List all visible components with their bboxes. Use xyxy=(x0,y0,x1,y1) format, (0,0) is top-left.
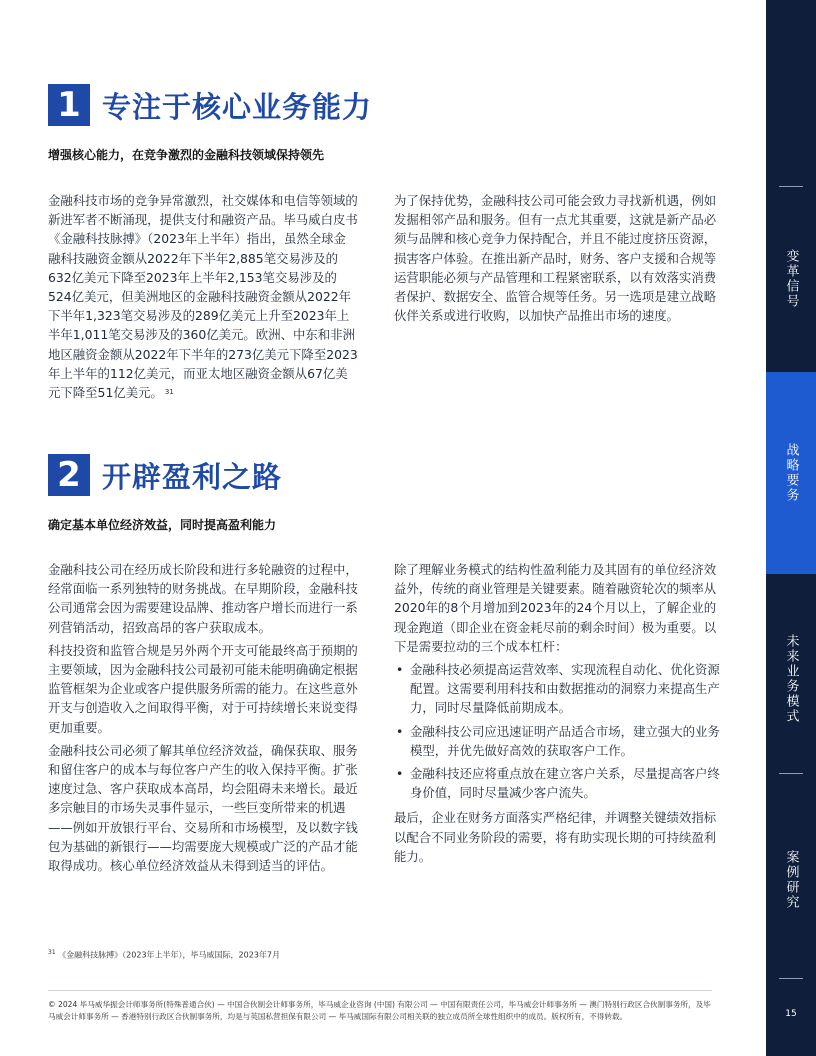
body-paragraph: 除了理解业务模式的结构性盈利能力及其固有的单位经济效益外，传统的商业管理是关键要素。随着融资轮次的频率从2020年的8个月增加到2023年的24个月以上，了解企业的现金跑道（即企业在资金耗尽前的剩余时间）极为重要。以下是需要拉动的三个成本杠杆： xyxy=(394,562,717,654)
section-2-number: 2 xyxy=(48,454,90,496)
body-paragraph: 金融科技市场的竞争异常激烈，社交媒体和电信等领域的新进军者不断涌现，提供支付和融资产品。毕马威白皮书《金融科技脉搏》（2023年上半年）指出，虽然全球金融科技融资金额从2022年下半年2,885笔交易涉及的632亿美元下降至2023年上半年2,153笔交易涉及的524亿美元，但美洲地区的金融科技融资金额从2022年下半年1,323笔交易涉及的289亿美元上升至2023年上半年1,011笔交易涉及的360亿美元。欧洲、中东和非洲地区融资金额从2022年下半年的273亿美元下降至2023年上半年的112亿美元，而亚太地区融资金额从67亿美元下降至51亿美元。 $^{31}$ xyxy=(48,193,358,401)
list-item: • 金融科技公司应迅速证明产品适合市场，建立强大的业务模型，并优先做好高效的获取客户工作。 xyxy=(394,722,720,760)
body-paragraph: 金融科技公司必须了解其单位经济效益，确保获取、服务和留住客户的成本与每位客户产生的收入保持平衡。扩张速度过急、客户获取成本高昂，均会阻碍未来增长。最近多宗触目的市场失灵事件显示，一些巨变所带来的机遇——例如开放银行平台、交易所和市场模型，及以数字钱包为基础的新银行——均需要庞大规模或广泛的产品才能取得成功。核心单位经济效益从未得到适当的评估。 xyxy=(48,742,358,874)
body-paragraph: 最后，企业在财务方面落实严格纪律，并调整关键绩效指标以配合不同业务阶段的需要，将有助实现长期的可持续盈利能力。 xyxy=(394,810,717,864)
body-paragraph: 科技投资和监管合规是另外两个开支可能最终高于预期的主要领域，因为金融科技公司最初可能未能明确确定根据监管框架为企业或客户提供服务所需的能力。在这些意外开支与创造收入之间取得平衡，对于可持续增长来说变得更加重要。 xyxy=(48,642,358,735)
footer-divider xyxy=(48,990,712,991)
section-2-left-column xyxy=(48,560,358,879)
section-1-subtitle: 增强核心能力，在竞争激烈的金融科技领域保持领先 xyxy=(48,148,325,162)
section-1-left-column xyxy=(48,191,358,406)
section-1-heading xyxy=(48,84,372,126)
nav-tab-future-business-models[interactable]: 未来业务模式 xyxy=(783,634,799,724)
page-number: 15 xyxy=(785,1009,797,1019)
nav-divider xyxy=(779,978,803,979)
nav-tab-strategic-imperatives[interactable]: 战略要务 xyxy=(766,372,816,574)
nav-divider xyxy=(779,773,803,774)
list-item: • 金融科技必须提高运营效率、实现流程自动化、优化资源配置。这需要利用科技和由数据推动的洞察力来提高生产力，同时尽量降低前期成本。 xyxy=(394,660,720,718)
section-1-number: 1 xyxy=(48,84,90,126)
footnote-ref[interactable]: 31 xyxy=(164,388,174,397)
body-paragraph: 金融科技公司在经历成长阶段和进行多轮融资的过程中，经常面临一系列独特的财务挑战。在早期阶段，金融科技公司通常会因为需要建设品牌、推动客户增长而进行一系列营销活动，招致高昂的客户获取成本。 xyxy=(48,562,358,635)
nav-divider xyxy=(779,186,803,187)
side-navigation xyxy=(766,0,816,1056)
section-2-right-column xyxy=(394,560,720,870)
section-2-heading xyxy=(48,454,282,496)
list-item: • 金融科技还应将重点放在建立客户关系，尽量提高客户终身价值，同时尽量减少客户流失。 xyxy=(394,764,720,802)
footnote: $^{31}$ 《金融科技脉搏》（2023年上半年），毕马威国际，2023年7月 xyxy=(48,949,280,960)
nav-tab-signals-of-change[interactable]: 变革信号 xyxy=(783,248,799,309)
section-2-title: 开辟盈利之路 xyxy=(102,459,283,494)
copyright-notice: © 2024 毕马威华振会计师事务所(特殊普通合伙) — 中国合伙制会计师事务所，毕马威企业咨询 (中国) 有限公司 — 中国有限责任公司，毕马威会计师事务所 — 澳门特别行政区合伙制事务所，及毕马威会计师事务所 — 香港特别行政区合伙制事务所，均是与英国私营担保有限公司 — 毕马威国际有限公司相关联的独立成员所全球性组织中的成员。版权所有，不得转载。 xyxy=(48,1000,711,1021)
footnote-marker: 31 xyxy=(48,949,56,956)
nav-tab-case-studies[interactable]: 案例研究 xyxy=(783,850,799,910)
section-1-title: 专注于核心业务能力 xyxy=(102,89,373,124)
section-2-subtitle: 确定基本单位经济效益，同时提高盈利能力 xyxy=(48,518,277,532)
section-1-right-column xyxy=(394,191,720,329)
cost-lever-list xyxy=(394,660,720,802)
body-paragraph: 为了保持优势，金融科技公司可能会致力寻找新机遇，例如发掘相邻产品和服务。但有一点尤其重要，这就是新产品必须与品牌和核心竞争力保持配合，并且不能过度挤压资源，损害客户体验。在推出新产品时，财务、客户支援和合规等运营职能必须与产品管理和工程紧密联系，以有效落实消费者保护、数据安全、监管合规等任务。另一选项是建立战略伙伴关系或进行收购，以加快产品推出市场的速度。 xyxy=(394,193,717,324)
